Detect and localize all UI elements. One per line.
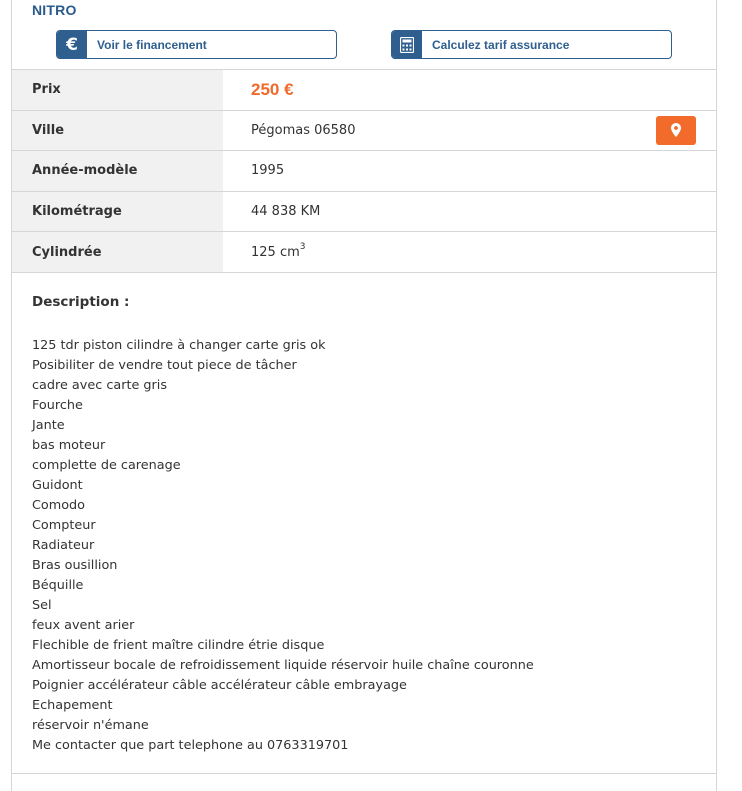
insurance-button[interactable] xyxy=(391,30,672,59)
description-line: Jante xyxy=(32,418,65,433)
description-line: Flechible de frient maître cilindre étrie disque xyxy=(32,638,325,653)
section-divider xyxy=(12,773,716,774)
spec-row-model-year xyxy=(12,151,716,192)
spec-row-city xyxy=(12,111,716,152)
description-line: réservoir n'émane xyxy=(32,718,149,733)
insurance-button-label: Calculez tarif assurance xyxy=(432,37,570,52)
description-line: Me contacter que part telephone au 0763319701 xyxy=(32,738,349,753)
description-line: feux avent arier xyxy=(32,618,135,633)
price-value: 250 € xyxy=(251,79,294,99)
description-text xyxy=(32,336,712,756)
description-line: Compteur xyxy=(32,518,96,533)
euro-icon: € xyxy=(57,31,87,58)
description-line: Poignier accélérateur câble accélérateur câble embrayage xyxy=(32,678,407,693)
description-line: Bras ousillion xyxy=(32,558,118,573)
spec-label: Ville xyxy=(12,111,223,151)
description-line: Echapement xyxy=(32,698,113,713)
description-line: complette de carenage xyxy=(32,458,181,473)
description-line: cadre avec carte gris xyxy=(32,378,168,393)
calculator-icon xyxy=(392,31,422,58)
description-line: 125 tdr piston cilindre à changer carte gris ok xyxy=(32,338,326,353)
model-year-value: 1995 xyxy=(251,163,285,179)
description-line: Béquille xyxy=(32,578,84,593)
description-line: Radiateur xyxy=(32,538,95,553)
brand-title: NITRO xyxy=(32,2,77,18)
description-line: Sel xyxy=(32,598,52,613)
map-pin-icon xyxy=(671,123,681,137)
spec-label: Kilométrage xyxy=(12,192,223,232)
mileage-value: 44 838 KM xyxy=(251,204,321,220)
spec-value-cell xyxy=(223,111,716,151)
specs-table xyxy=(12,69,716,273)
spec-label: Prix xyxy=(12,70,223,110)
listing-panel xyxy=(11,0,717,791)
spec-value-cell xyxy=(223,232,716,272)
description-line: Amortisseur bocale de refroidissement liquide réservoir huile chaîne couronne xyxy=(32,658,534,673)
spec-label: Année-modèle xyxy=(12,151,223,191)
city-value: Pégomas 06580 xyxy=(251,122,356,138)
financing-button-label: Voir le financement xyxy=(97,37,207,52)
map-button[interactable] xyxy=(656,116,696,145)
spec-row-mileage xyxy=(12,192,716,233)
description-line: Guidont xyxy=(32,478,83,493)
financing-button[interactable] xyxy=(56,30,337,59)
spec-row-price xyxy=(12,70,716,111)
displacement-value: 125 cm xyxy=(251,244,300,260)
description-title: Description : xyxy=(32,294,130,310)
spec-label: Cylindrée xyxy=(12,232,223,272)
description-line: bas moteur xyxy=(32,438,106,453)
description-line: Comodo xyxy=(32,498,86,513)
displacement-exponent: 3 xyxy=(299,242,306,253)
spec-row-displacement xyxy=(12,232,716,273)
description-line: Posibiliter de vendre tout piece de tâcher xyxy=(32,358,297,373)
description-line: Fourche xyxy=(32,398,83,413)
